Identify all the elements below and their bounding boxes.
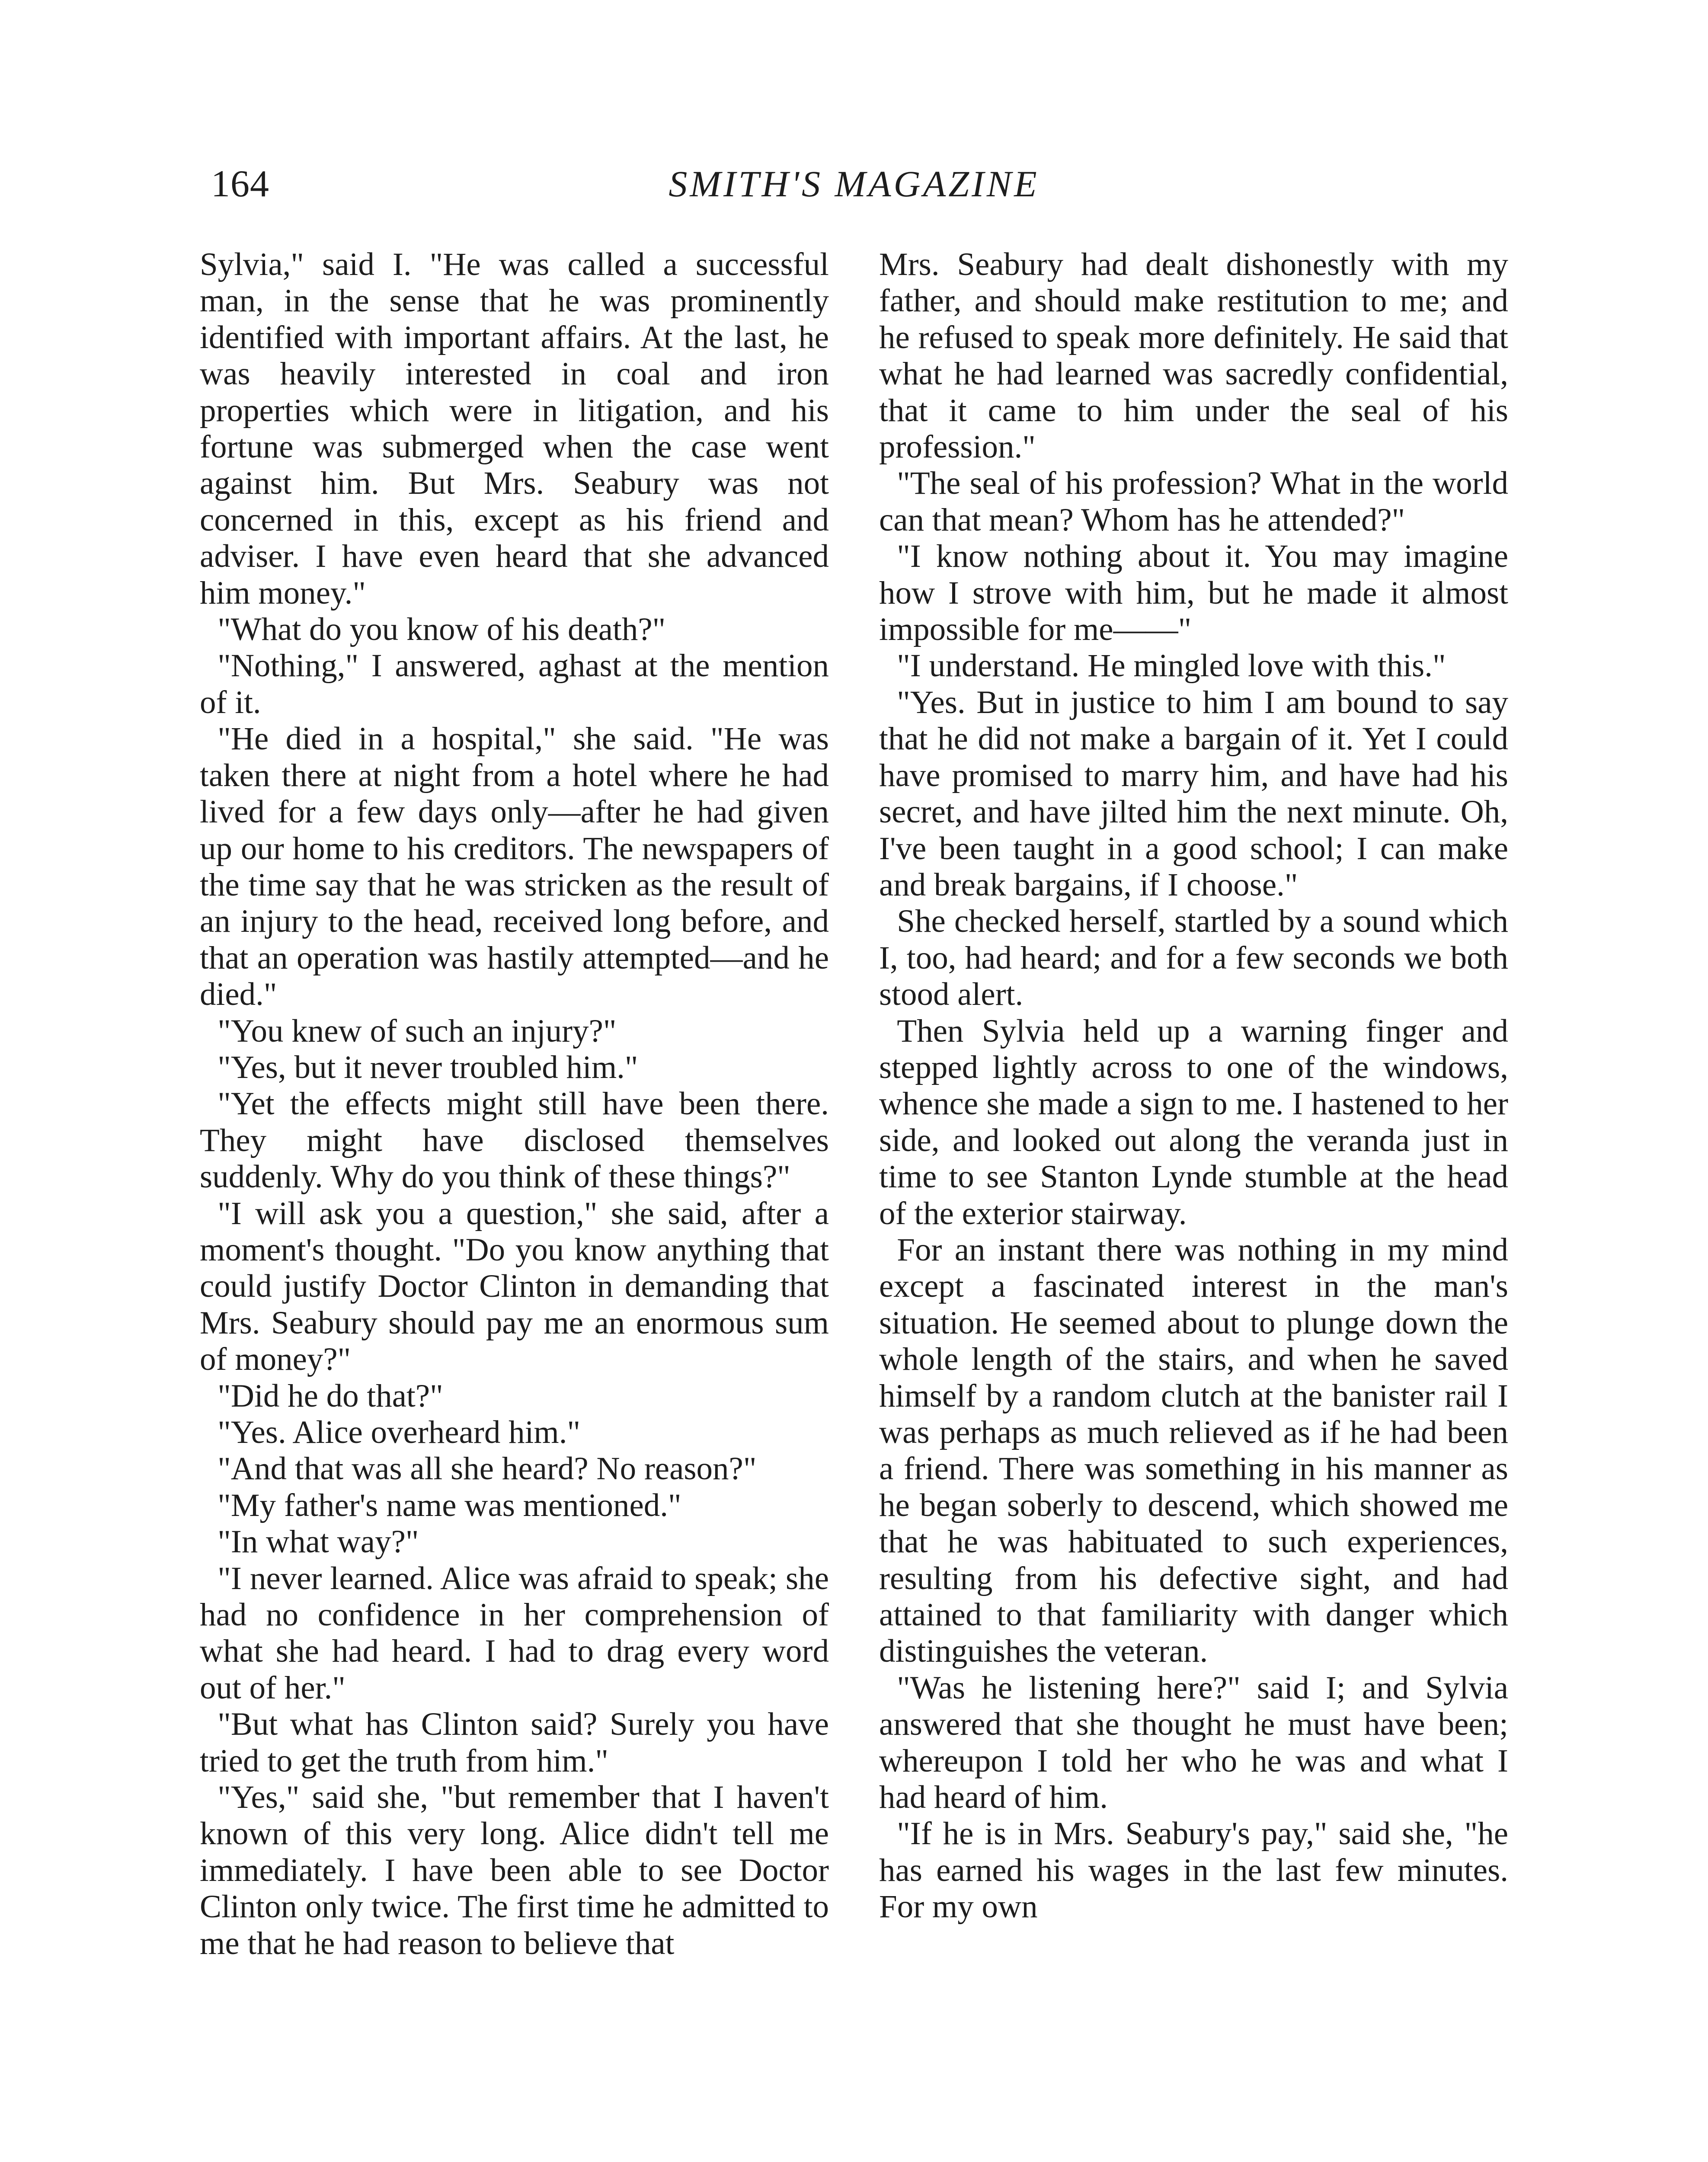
paragraph: "What do you know of his death?": [217, 611, 666, 648]
paragraph: "Yes. Alice overheard him.": [217, 1414, 581, 1450]
paragraph: "Yet the effects might still have been there. They might have disclosed themselves suddenly. Why do you think of these things?": [200, 1086, 829, 1195]
paragraph: "Yes. But in justice to him I am bound to say that he did not make a bargain of it. Yet I could have promised to marry him, and have had his secret, and have jilted him the next minute. Oh, I've been taught in a good school; I can make and break bargains, if I choose.": [879, 684, 1508, 903]
paragraph: "I know nothing about it. You may imagine how I strove with him, but he made it almost impossible for me——": [879, 538, 1508, 648]
paragraph: Sylvia," said I. "He was called a successful man, in the sense that he was prominently identified with important affairs. At the last, he was heavily interested in coal and iron properties which were in litigation, and his fortune was submerged when the case went against him. But Mrs. Seabury was not concerned in this, except as his friend and adviser. I have even heard that she advanced him money.": [200, 246, 829, 611]
paragraph: "I understand. He mingled love with this.": [897, 648, 1446, 684]
paragraph: She checked herself, startled by a sound which I, too, had heard; and for a few seconds we both stood alert.: [879, 903, 1508, 1013]
paragraph: "Yes, but it never troubled him.": [217, 1049, 638, 1085]
paragraph: "He died in a hospital," she said. "He was taken there at night from a hotel where he had lived for a few days only—after he had given up our home to his creditors. The newspapers of the time say that he was stricken as the result of an injury to the head, received long before, and that an operation was hastily attempted—and he died.": [200, 721, 829, 1013]
left-text-column: [200, 246, 829, 1962]
paragraph: Then Sylvia held up a warning finger and stepped lightly across to one of the windows, whence she made a sign to me. I hastened to her side, and looked out along the veranda just in time to see Stanton Lynde stumble at the head of the exterior stairway.: [879, 1013, 1508, 1231]
running-head: SMITH'S MAGAZINE: [668, 163, 1040, 205]
paragraph: For an instant there was nothing in my mind except a fascinated interest in the man's situation. He seemed about to plunge down the whole length of the stairs, and when he saved himself by a random clutch at the banister rail I was perhaps as much relieved as if he had been a friend. There was something in his manner as he began soberly to descend, which showed me that he was habituated to such experiences, resulting from his defective sight, and had attained to that familiarity with danger which distinguishes the veteran.: [879, 1231, 1508, 1669]
paragraph: "I will ask you a question," she said, after a moment's thought. "Do you know anything that could justify Doctor Clinton in demanding that Mrs. Seabury should pay me an enormous sum of money?": [200, 1195, 829, 1378]
paragraph: "You knew of such an injury?": [217, 1013, 617, 1049]
paragraph: "If he is in Mrs. Seabury's pay," said she, "he has earned his wages in the last few minutes. For my own: [879, 1816, 1508, 1925]
paragraph: "Nothing," I answered, aghast at the mention of it.: [200, 648, 829, 720]
paragraph: Mrs. Seabury had dealt dishonestly with my father, and should make restitution to me; and he refused to speak more definitely. He said that what he had learned was sacredly confidential, that it came to him under the seal of his profession.": [879, 246, 1508, 465]
paragraph: "Did he do that?": [217, 1378, 443, 1414]
right-text-column: [879, 246, 1508, 1925]
paragraph: "My father's name was mentioned.": [217, 1487, 681, 1523]
paragraph: "Was he listening here?" said I; and Sylvia answered that she thought he must have been; whereupon I told her who he was and what I had heard of him.: [879, 1669, 1508, 1816]
paragraph: "I never learned. Alice was afraid to speak; she had no confidence in her comprehension of what she had heard. I had to drag every word out of her.": [200, 1560, 829, 1706]
paragraph: "In what way?": [217, 1524, 419, 1560]
paragraph: "Yes," said she, "but remember that I haven't known of this very long. Alice didn't tell me immediately. I have been able to see Doctor Clinton only twice. The first time he admitted to me that he had reason to believe that: [200, 1779, 829, 1961]
paragraph: "The seal of his profession? What in the world can that mean? Whom has he attended?": [879, 465, 1508, 538]
page-number: 164: [211, 163, 269, 205]
paragraph: "And that was all she heard? No reason?": [217, 1451, 757, 1487]
paragraph: "But what has Clinton said? Surely you have tried to get the truth from him.": [200, 1706, 829, 1779]
